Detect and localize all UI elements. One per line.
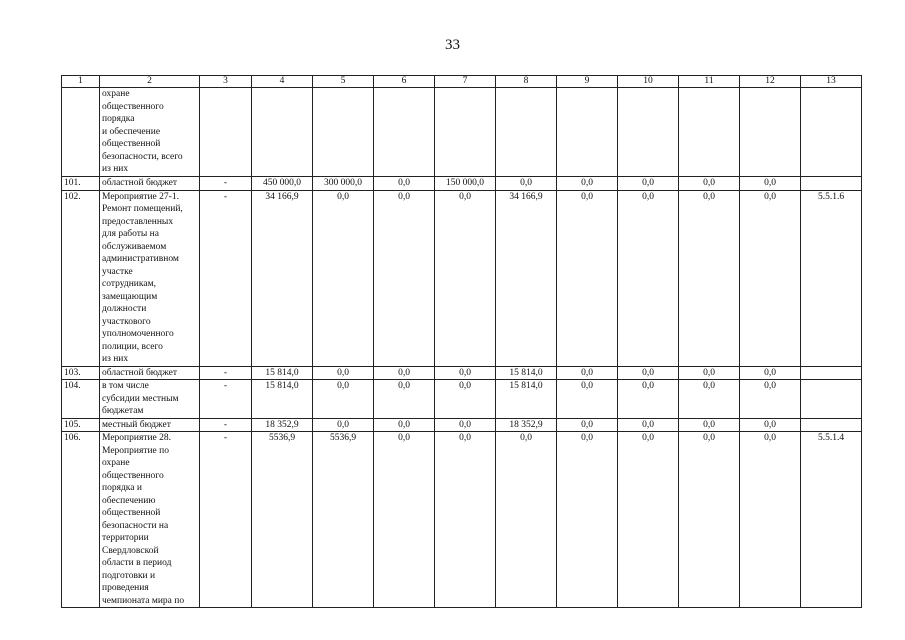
cell-col-12 [740, 88, 801, 177]
column-header-12: 12 [740, 76, 801, 88]
cell-col-9: 0,0 [557, 432, 618, 608]
row-name-cell: местный бюджет [100, 418, 200, 432]
column-header-6: 6 [374, 76, 435, 88]
cell-col-9: 0,0 [557, 190, 618, 366]
cell-col-5: 0,0 [313, 366, 374, 380]
cell-col-12: 0,0 [740, 190, 801, 366]
cell-col-12: 0,0 [740, 366, 801, 380]
target-code-cell [801, 380, 862, 419]
row-name-cell: областной бюджет [100, 366, 200, 380]
cell-col-8: 0,0 [496, 432, 557, 608]
cell-col-4 [252, 88, 313, 177]
cell-col-3: - [200, 380, 252, 419]
column-header-2: 2 [100, 76, 200, 88]
cell-col-12: 0,0 [740, 380, 801, 419]
column-header-10: 10 [618, 76, 679, 88]
cell-col-7: 0,0 [435, 190, 496, 366]
cell-col-5: 300 000,0 [313, 177, 374, 191]
target-code-cell: 5.5.1.6 [801, 190, 862, 366]
column-header-3: 3 [200, 76, 252, 88]
column-header-1: 1 [62, 76, 100, 88]
cell-col-3: - [200, 418, 252, 432]
target-code-cell [801, 177, 862, 191]
cell-col-11: 0,0 [679, 366, 740, 380]
cell-col-4: 34 166,9 [252, 190, 313, 366]
row-name-cell: Мероприятие 28. Мероприятие по охране общественного порядка и обеспечению общественной безопасности на территории Свердловской области в период подготовки и проведения чемпионата мира по [100, 432, 200, 608]
table-row [62, 366, 862, 380]
page-number: 33 [445, 37, 460, 53]
cell-col-4: 15 814,0 [252, 380, 313, 419]
cell-col-11: 0,0 [679, 380, 740, 419]
cell-col-3: - [200, 177, 252, 191]
table-body [62, 76, 862, 608]
cell-col-10: 0,0 [618, 418, 679, 432]
row-number-cell: 104. [62, 380, 100, 419]
cell-col-7: 0,0 [435, 418, 496, 432]
row-name-cell: в том числе субсидии местным бюджетам [100, 380, 200, 419]
table-row [62, 177, 862, 191]
table-row [62, 190, 862, 366]
cell-col-11: 0,0 [679, 190, 740, 366]
column-header-9: 9 [557, 76, 618, 88]
header-row [62, 76, 862, 88]
row-number-cell: 105. [62, 418, 100, 432]
cell-col-5 [313, 88, 374, 177]
cell-col-7: 150 000,0 [435, 177, 496, 191]
target-code-cell [801, 88, 862, 177]
cell-col-3 [200, 88, 252, 177]
cell-col-4: 450 000,0 [252, 177, 313, 191]
cell-col-10 [618, 88, 679, 177]
target-code-cell [801, 418, 862, 432]
cell-col-8: 34 166,9 [496, 190, 557, 366]
cell-col-9: 0,0 [557, 418, 618, 432]
cell-col-5: 0,0 [313, 380, 374, 419]
cell-col-4: 5536,9 [252, 432, 313, 608]
cell-col-11 [679, 88, 740, 177]
column-header-8: 8 [496, 76, 557, 88]
cell-col-8: 15 814,0 [496, 380, 557, 419]
cell-col-9: 0,0 [557, 366, 618, 380]
cell-col-7 [435, 88, 496, 177]
cell-col-9: 0,0 [557, 380, 618, 419]
row-number-cell: 106. [62, 432, 100, 608]
cell-col-10: 0,0 [618, 177, 679, 191]
cell-col-8: 18 352,9 [496, 418, 557, 432]
row-name-cell: областной бюджет [100, 177, 200, 191]
cell-col-11: 0,0 [679, 432, 740, 608]
table-row [62, 418, 862, 432]
cell-col-5: 0,0 [313, 418, 374, 432]
cell-col-7: 0,0 [435, 380, 496, 419]
table-row [62, 88, 862, 177]
cell-col-3: - [200, 190, 252, 366]
cell-col-3: - [200, 366, 252, 380]
cell-col-9 [557, 88, 618, 177]
table-row [62, 380, 862, 419]
cell-col-10: 0,0 [618, 190, 679, 366]
cell-col-7: 0,0 [435, 366, 496, 380]
column-header-4: 4 [252, 76, 313, 88]
cell-col-6 [374, 88, 435, 177]
cell-col-5: 5536,9 [313, 432, 374, 608]
cell-col-7: 0,0 [435, 432, 496, 608]
column-header-5: 5 [313, 76, 374, 88]
cell-col-10: 0,0 [618, 432, 679, 608]
column-header-11: 11 [679, 76, 740, 88]
cell-col-11: 0,0 [679, 418, 740, 432]
row-number-cell: 103. [62, 366, 100, 380]
row-number-cell: 101. [62, 177, 100, 191]
cell-col-12: 0,0 [740, 177, 801, 191]
row-number-cell: 102. [62, 190, 100, 366]
cell-col-8: 0,0 [496, 177, 557, 191]
cell-col-10: 0,0 [618, 366, 679, 380]
cell-col-6: 0,0 [374, 177, 435, 191]
cell-col-12: 0,0 [740, 432, 801, 608]
cell-col-10: 0,0 [618, 380, 679, 419]
cell-col-6: 0,0 [374, 380, 435, 419]
row-number-cell [62, 88, 100, 177]
cell-col-11: 0,0 [679, 177, 740, 191]
target-code-cell [801, 366, 862, 380]
budget-table [61, 75, 862, 608]
column-header-13: 13 [801, 76, 862, 88]
cell-col-6: 0,0 [374, 366, 435, 380]
cell-col-6: 0,0 [374, 190, 435, 366]
row-name-cell: охране общественного порядка и обеспечение общественной безопасности, всего из них [100, 88, 200, 177]
cell-col-12: 0,0 [740, 418, 801, 432]
cell-col-6: 0,0 [374, 418, 435, 432]
cell-col-9: 0,0 [557, 177, 618, 191]
cell-col-8 [496, 88, 557, 177]
cell-col-4: 15 814,0 [252, 366, 313, 380]
column-header-7: 7 [435, 76, 496, 88]
target-code-cell: 5.5.1.4 [801, 432, 862, 608]
cell-col-6: 0,0 [374, 432, 435, 608]
table-row [62, 432, 862, 608]
cell-col-8: 15 814,0 [496, 366, 557, 380]
cell-col-4: 18 352,9 [252, 418, 313, 432]
row-name-cell: Мероприятие 27-1. Ремонт помещений, предоставленных для работы на обслуживаемом административном участке сотрудникам, замещающим должности участкового уполномоченного полиции, всего из них [100, 190, 200, 366]
cell-col-5: 0,0 [313, 190, 374, 366]
cell-col-3: - [200, 432, 252, 608]
